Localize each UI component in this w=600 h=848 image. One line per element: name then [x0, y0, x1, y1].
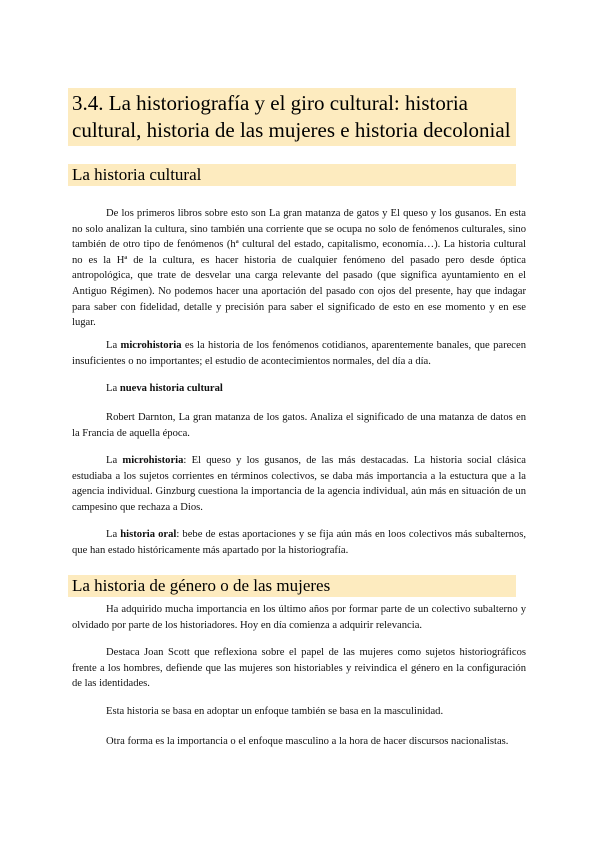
text: es la historia de los fenómenos cotidianos, aparentemente banales, que parecen insuficientes o no importantes; el estudio de acontecimientos normales, del día a día.: [72, 340, 527, 367]
paragraph-darnton: Robert Darnton, La gran matanza de los gatos. Analiza el significado de una matanza de datos en la Francia de aquella época.: [72, 412, 526, 439]
bold-term: nueva historia cultural: [119, 383, 223, 394]
bold-term: microhistoria: [120, 340, 182, 351]
bold-term: historia oral: [120, 529, 177, 540]
text: La: [106, 340, 121, 351]
paragraph-masculinidad: Esta historia se basa en adoptar un enfoque también se basa en la masculinidad.: [106, 706, 444, 717]
paragraph-microhistoria-queso: [72, 453, 526, 515]
paragraph-intro: De los primeros libros sobre esto son La gran matanza de gatos y El queso y los gusanos. En esta no solo analizan la cultura, sino también una corriente que se ocupa no solo de fenómenos culturales, sino también de otro tipo de fenómenos (hª cultural del estado, capitalismo, economía…). La historia cultural no es la Hª de la cultura, es hacer historia de cualquier fenómeno del pasado pero desde óptica antropológica, que trate de desvelar una carga relevante del pasado (que significa ayuntamiento en el Antiguo Régimen). No podemos hacer una aportación del pasado con ojos del presente, hay que indagar para saber con fidelidad, detalle y precisión para saber el significado de esto en ese momento y en ese lugar.: [72, 208, 526, 329]
paragraph-microhistoria: [72, 338, 526, 369]
bold-term: microhistoria: [122, 455, 184, 466]
section-heading-historia-genero: La historia de género o de las mujeres: [68, 575, 516, 597]
paragraph-nacionalistas: Otra forma es la importancia o el enfoque masculino a la hora de hacer discursos nacionalistas.: [106, 736, 509, 747]
text: La: [106, 529, 121, 540]
paragraph-nueva-historia-cultural: [72, 381, 526, 397]
section-heading-historia-cultural: La historia cultural: [68, 164, 516, 186]
page-title: 3.4. La historiografía y el giro cultural: historia cultural, historia de las mujeres e historia decolonial: [68, 88, 516, 146]
text: : El queso y los gusanos, de las más destacadas. La historia social clásica estudiaba a los sujetos corrientes en términos colectivos, se daba más importancia a la estuctura que a la agencia individual. Ginzburg cuestiona la importancia de la agencia individual, aún más en situación de un campesino que rechaza a Dios.: [72, 455, 526, 513]
paragraph-historia-oral: [72, 527, 526, 558]
paragraph-genero-importancia: Ha adquirido mucha importancia en los último años por formar parte de un colectivo subalterno y olvidado por parte de los historiadores. Hoy en día comienza a adquirir relevancia.: [72, 604, 526, 631]
text: La: [106, 383, 120, 394]
paragraph-joan-scott: Destaca Joan Scott que reflexiona sobre el papel de las mujeres como sujetos historiográficos frente a los hombres, defiende que las mujeres son historiables y reivindica el género en la configuración de las identidades.: [72, 647, 526, 690]
text: La: [106, 455, 123, 466]
text: : bebe de estas aportaciones y se fija aún más en loos colectivos más subalternos, que han estado históricamente más apartado por la historiografía.: [72, 529, 526, 556]
